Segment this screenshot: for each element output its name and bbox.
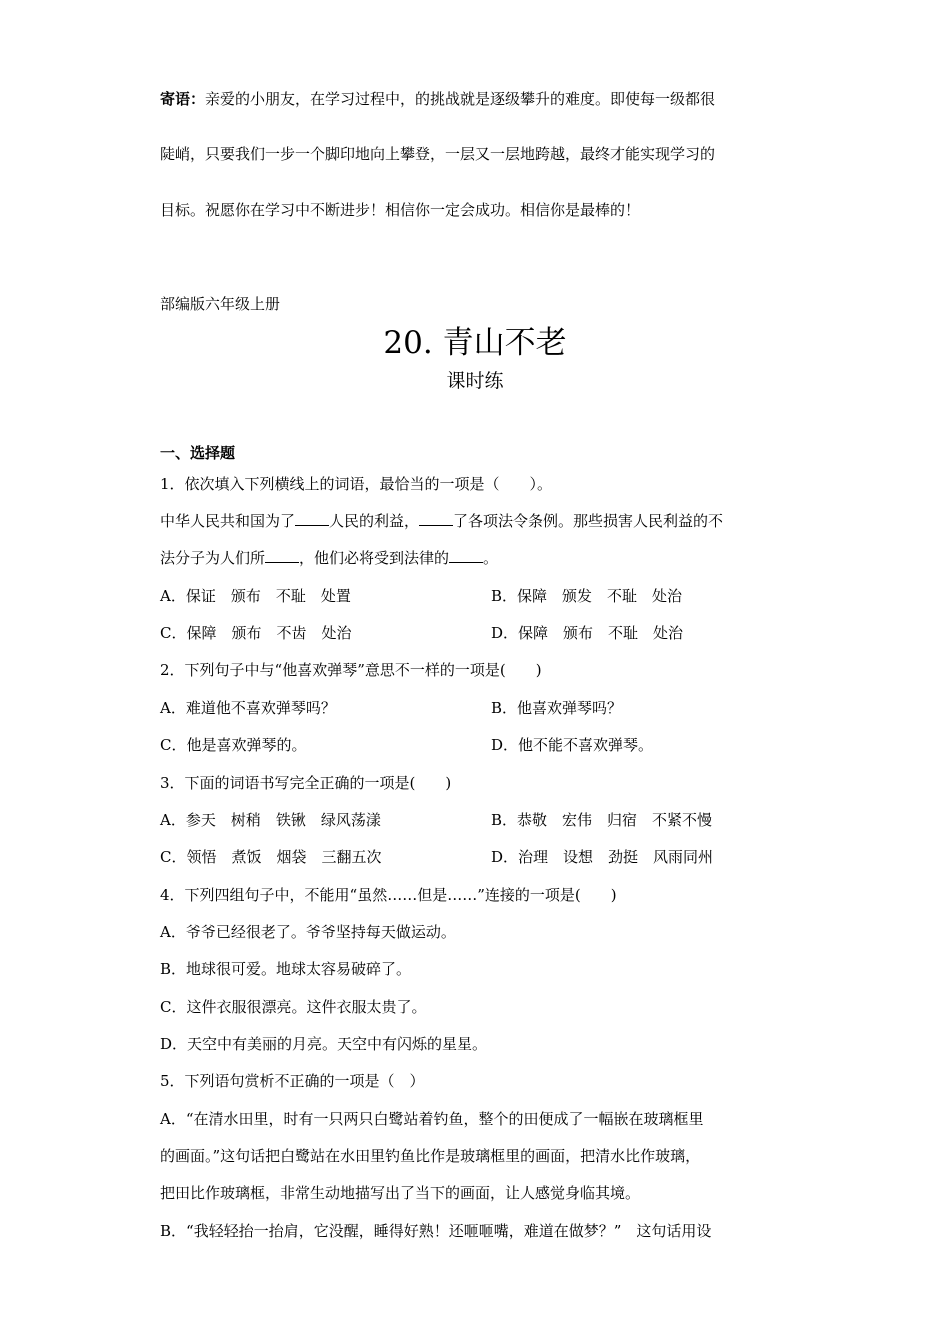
q1-option-c: C．保障 颁布 不齿 处治 <box>160 624 352 642</box>
message-text-1: 亲爱的小朋友，在学习过程中，的挑战就是逐级攀升的难度。即使每一级都很 <box>205 90 716 108</box>
q1-text-2b: ，他们必将受到法律的 <box>299 549 450 567</box>
q3-option-b: B．恭敬 宏伟 归宿 不紧不慢 <box>491 811 713 829</box>
q5-option-a-line-3: 把田比作玻璃框，非常生动地描写出了当下的画面，让人感觉身临其境。 <box>160 1184 641 1202</box>
q1-text-1b: 人民的利益， <box>329 512 420 530</box>
q2-option-a: A．难道他不喜欢弹琴吗？ <box>160 699 336 717</box>
q5-option-a-line-1: A．“在清水田里，时有一只两只白鹭站着钓鱼，整个的田便成了一幅嵌在玻璃框里 <box>160 1110 704 1128</box>
q1-text-line-1 <box>160 511 723 531</box>
q2-option-d: D．他不能不喜欢弹琴。 <box>491 736 654 754</box>
message-line-2: 陡峭，只要我们一步一个脚印地向上攀登，一层又一层地跨越，最终才能实现学习的 <box>160 145 716 163</box>
q1-text-line-2 <box>160 548 498 568</box>
q5-option-a-line-2: 的画面。”这句话把白鹭站在水田里钓鱼比作是玻璃框里的画面，把清水比作玻璃， <box>160 1147 701 1165</box>
q1-text-2a: 法分子为人们所 <box>160 549 266 567</box>
q2-option-c: C．他是喜欢弹琴的。 <box>160 736 307 754</box>
q3-option-a: A．参天 树稍 铁锹 绿风荡漾 <box>160 811 381 829</box>
q2-stem: 2．下列句子中与“他喜欢弹琴”意思不一样的一项是( ) <box>160 661 542 679</box>
page-subtitle: 课时练 <box>446 370 504 392</box>
q1-stem: 1．依次填入下列横线上的词语，最恰当的一项是（ ）。 <box>160 475 553 493</box>
q3-option-d: D．治理 设想 劲挺 风雨同州 <box>491 848 714 866</box>
q4-stem: 4．下列四组句子中，不能用“虽然……但是……”连接的一项是( ) <box>160 886 617 904</box>
q1-text-1a: 中华人民共和国为了 <box>160 512 296 530</box>
message-line-3: 目标。祝愿你在学习中不断进步！相信你一定会成功。相信你是最棒的！ <box>160 201 641 219</box>
q3-stem: 3．下面的词语书写完全正确的一项是( ) <box>160 774 452 792</box>
q2-option-b: B．他喜欢弹琴吗？ <box>491 699 623 717</box>
q4-option-b: B．地球很可爱。地球太容易破碎了。 <box>160 960 412 978</box>
blank-4 <box>449 548 483 563</box>
blank-2 <box>419 511 453 526</box>
edition-label: 部编版六年级上册 <box>160 295 281 313</box>
q4-option-a: A．爷爷已经很老了。爷爷坚持每天做运动。 <box>160 923 456 941</box>
page-title: 20. 青山不老 <box>383 325 567 361</box>
q1-option-b: B．保障 颁发 不耻 处治 <box>491 587 683 605</box>
q3-option-c: C．领悟 煮饭 烟袋 三翻五次 <box>160 848 382 866</box>
q1-text-2c: 。 <box>483 549 499 567</box>
q4-option-d: D．天空中有美丽的月亮。天空中有闪烁的星星。 <box>160 1035 488 1053</box>
message-line-1 <box>160 89 715 109</box>
q1-option-a: A．保证 颁布 不耻 处置 <box>160 587 351 605</box>
q4-option-c: C．这件衣服很漂亮。这件衣服太贵了。 <box>160 998 427 1016</box>
q5-stem: 5．下列语句赏析不正确的一项是（ ） <box>160 1072 425 1090</box>
blank-1 <box>295 511 329 526</box>
q1-text-1c: 了各项法令条例。那些损害人民利益的不 <box>453 512 724 530</box>
q5-option-b-line-1: B．“我轻轻抬一抬肩，它没醒，睡得好熟！还咂咂嘴，难道在做梦？” 这句话用设 <box>160 1222 712 1240</box>
section-heading: 一、选择题 <box>160 444 236 462</box>
blank-3 <box>265 548 299 563</box>
q1-option-d: D．保障 颁布 不耻 处治 <box>491 624 684 642</box>
message-label: 寄语： <box>160 90 206 108</box>
